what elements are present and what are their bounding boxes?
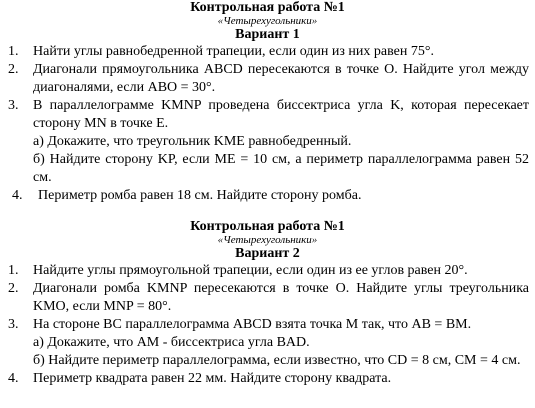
test-subtitle: «Четырехугольники» [217, 234, 318, 246]
task-number: 1. [8, 44, 19, 59]
variant-heading: Вариант 1 [235, 27, 300, 42]
task-item [0, 187, 535, 205]
task-item [0, 262, 535, 280]
test-title: Контрольная работа №1 [190, 0, 345, 15]
task-text: Диагонали прямоугольника ABCD пересекаются в точке О. Найдите угол между диагоналями, если ABO = 30°. [33, 62, 529, 95]
task-text: Найдите углы прямоугольной трапеции, если один из ее углов равен 20°. [33, 263, 468, 278]
task-text: В параллелограмме KMNP проведена биссектриса угла K, которая пересекает сторону MN в точке E. [33, 98, 529, 131]
task-subitem-a: а) Докажите, что треугольник KME равнобедренный. [33, 134, 352, 149]
task-text: На стороне BC параллелограмма ABCD взята точка M так, что AB = BM. [33, 317, 472, 332]
test-title: Контрольная работа №1 [190, 219, 345, 234]
test-subtitle: «Четырехугольники» [217, 15, 318, 27]
task-item [0, 43, 535, 61]
task-list [0, 43, 535, 205]
task-list [0, 262, 535, 388]
task-subitem-b: б) Найдите периметр параллелограмма, если известно, что CD = 8 см, CM = 4 см. [33, 353, 521, 368]
task-item [0, 97, 535, 187]
task-subitem-b: б) Найдите сторону KP, если ME = 10 см, а периметр параллелограмма равен 52 см. [33, 152, 529, 185]
task-number: 2. [8, 281, 19, 296]
task-text: Периметр квадрата равен 22 мм. Найдите сторону квадрата. [33, 371, 392, 386]
task-text: Найти углы равнобедренной трапеции, если один из них равен 75°. [33, 44, 434, 59]
variant-2-section [0, 219, 535, 388]
task-item [0, 61, 535, 97]
task-text: Диагонали ромба KMNP пересекаются в точке О. Найдите углы треугольника KMO, если MNP = 80°. [33, 281, 529, 314]
variant-heading: Вариант 2 [235, 246, 300, 261]
task-number: 2. [8, 62, 19, 77]
task-number: 4. [12, 188, 23, 203]
task-item [0, 370, 535, 388]
task-number: 3. [8, 317, 19, 332]
task-subitem-a: а) Докажите, что AM - биссектриса угла BAD. [33, 335, 310, 350]
task-item [0, 280, 535, 316]
task-text: Периметр ромба равен 18 см. Найдите сторону ромба. [38, 188, 362, 203]
task-number: 1. [8, 263, 19, 278]
task-number: 4. [8, 371, 19, 386]
task-item [0, 316, 535, 370]
task-number: 3. [8, 98, 19, 113]
